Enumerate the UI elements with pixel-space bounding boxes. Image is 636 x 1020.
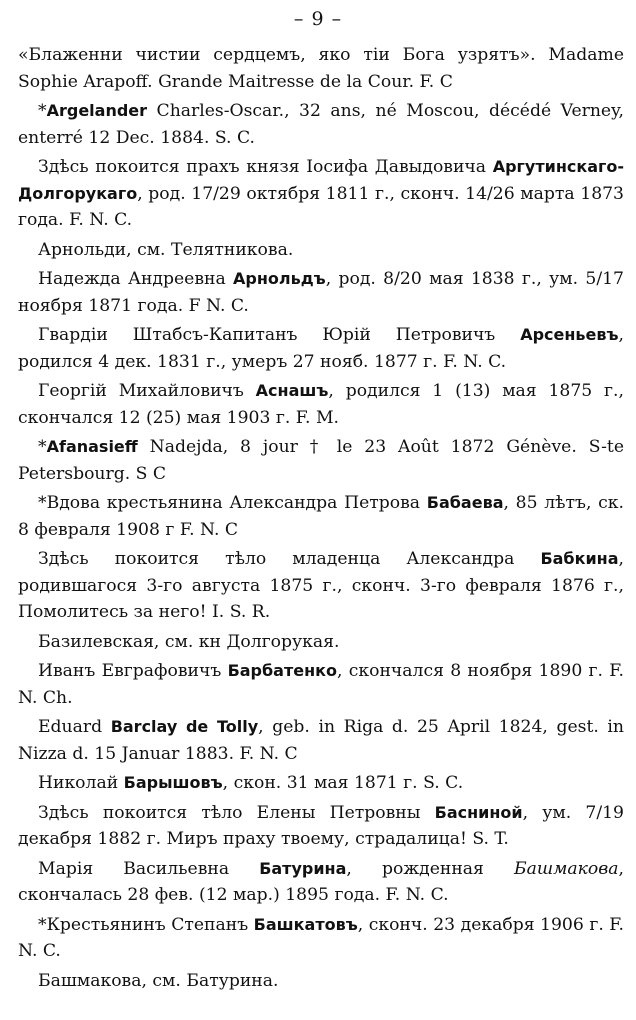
entry-text: , рожденная (346, 858, 514, 879)
entry-text: Гвардіи Штабсъ-Капитанъ Юрій Петровичъ (38, 325, 521, 345)
entry (18, 154, 624, 234)
entry-text: Иванъ Евграфовичъ (38, 661, 228, 681)
entry (18, 968, 624, 995)
entry-text: * (38, 437, 47, 457)
entry-text: Здѣсь покоится тѣло Елены Петровны (38, 802, 435, 823)
entry (18, 714, 624, 767)
entry (18, 770, 624, 797)
entry-name: Аснашъ (255, 381, 329, 400)
entry (18, 322, 624, 375)
entry-text: Здѣсь покоится тѣло младенца Александра (38, 549, 541, 569)
entry-text: , родился 4 дек. 1831 г., умеръ 27 нояб. 1877 г. F. N. C. (18, 325, 624, 372)
entry-text: Арнольди, см. Телятникова. (38, 239, 294, 260)
entry-text: Базилевская, см. кн Долгорукая. (38, 631, 340, 652)
entry (18, 490, 624, 543)
entry-italic: Башмакова (514, 858, 619, 879)
entry-name: Бабаева (426, 493, 504, 512)
entry-text: , ум. 7/19 декабря 1882 г. Миръ праху твоему, страдалица! S. T. (18, 802, 624, 849)
entry-text: *Крестьянинъ Степанъ (38, 914, 254, 935)
entry-text: , скончалась 28 фев. (12 мар.) 1895 года. F. N. C. (18, 858, 624, 905)
entry (18, 856, 624, 909)
entry-text: Николай (38, 773, 124, 793)
entry (18, 378, 624, 431)
entry (18, 434, 624, 487)
entry-name: Арсеньевъ (520, 325, 619, 344)
entry-name: Аргутинскаго-Долгорукаго (18, 157, 624, 203)
entry-text: , geb. in Riga d. 25 April 1824, gest. in Nizza d. 15 Januar 1883. F. N. C (18, 717, 624, 764)
entry-text: Надежда Андреевна (38, 269, 234, 289)
entry (18, 658, 624, 711)
entry-name: Barclay de Tolly (110, 717, 259, 736)
entry-text: , 85 лѣтъ, ск. 8 февраля 1908 г F. N. C (18, 493, 625, 540)
entry-name: Барышовъ (123, 773, 223, 792)
entry-text: Георгій Михайловичъ (38, 381, 256, 401)
entry-text: , родился 1 (13) мая 1875 г., скончался 12 (25) мая 1903 г. F. M. (18, 381, 624, 428)
entry-text: Здѣсь покоится прахъ князя Іосифа Давыдовича (38, 157, 493, 177)
entry (18, 912, 624, 965)
entry (18, 237, 624, 264)
entry (18, 42, 624, 95)
entry (18, 98, 624, 151)
entry-text: «Блаженни чистии сердцемъ, яко тіи Бога узрятъ». Madame Sophie Arapoff. Grande Maitresse de la Cour. F. C (18, 45, 624, 92)
entry (18, 546, 624, 626)
entry-text: , род. 17/29 октября 1811 г., сконч. 14/26 марта 1873 года. F. N. C. (18, 183, 624, 230)
entry-text: , скончался 8 ноября 1890 г. F. N. Ch. (18, 661, 624, 708)
entry-text: Nadejda, 8 jour † le 23 Août 1872 Génève. S-te Petersbourg. S C (18, 437, 624, 484)
entry (18, 266, 624, 319)
entry (18, 629, 624, 656)
entry-name: Бабкина (540, 549, 619, 568)
entry-name: Басниной (434, 802, 523, 822)
entry-text: Charles-Oscar., 32 ans, né Moscou, décédé Verney, enterré 12 Dec. 1884. S. C. (18, 101, 624, 148)
entry-name: Башкатовъ (253, 914, 358, 934)
entry-text: * (38, 101, 47, 121)
entry-text: , скон. 31 мая 1871 г. S. C. (222, 773, 464, 793)
entry-text: Марія Васильевна (38, 858, 260, 879)
entry-text: Eduard (38, 717, 111, 737)
entry (18, 800, 624, 853)
entry-name: Батурина (259, 858, 347, 878)
entry-text: Башмакова, см. Батурина. (38, 970, 279, 991)
entry-text: *Вдова крестьянина Александра Петрова (38, 493, 427, 513)
entry-text: , род. 8/20 мая 1838 г., ум. 5/17 ноября 1871 года. F N. C. (18, 269, 624, 316)
entry-name: Afanasieff (46, 437, 138, 456)
entries-list (18, 42, 624, 997)
entry-name: Argelander (46, 101, 148, 120)
entry-name: Арнольдъ (233, 269, 326, 288)
entry-name: Барбатенко (227, 661, 338, 680)
entry-text: , сконч. 23 декабря 1906 г. F. N. C. (18, 914, 625, 961)
entry-text: , родившагося 3-го августа 1875 г., сконч. 3-го февраля 1876 г., Помолитесь за него! I. S. R. (18, 549, 624, 622)
page-number: – 9 – (293, 8, 343, 30)
